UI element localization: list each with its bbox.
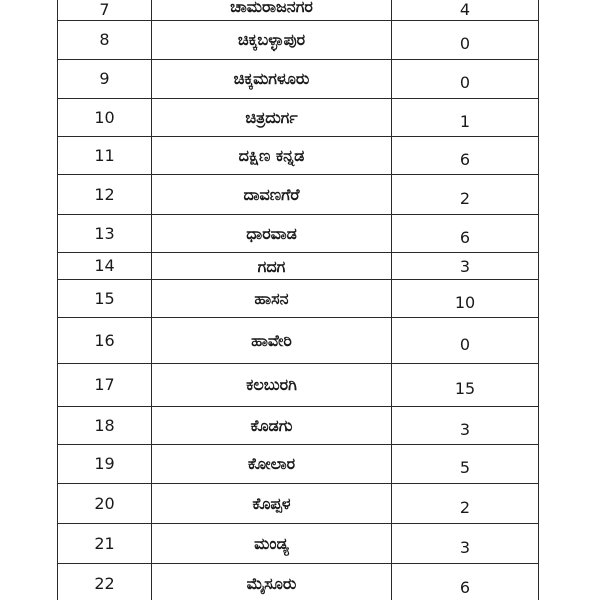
row-number-cell: 21 xyxy=(58,524,152,564)
count-cell: 6 xyxy=(392,215,539,253)
table-row xyxy=(58,253,539,280)
count-cell: 10 xyxy=(392,280,539,318)
table-row xyxy=(58,407,539,445)
count-cell: 3 xyxy=(392,407,539,445)
row-number-cell: 13 xyxy=(58,215,152,253)
district-name-cell: ಹಾಸನ xyxy=(152,280,392,318)
table-row xyxy=(58,564,539,600)
count-cell: 15 xyxy=(392,364,539,407)
row-number-cell: 14 xyxy=(58,253,152,280)
count-cell: 6 xyxy=(392,137,539,175)
district-name-cell: ಚಿತ್ರದುರ್ಗ xyxy=(152,99,392,137)
district-name-cell: ಹಾವೇರಿ xyxy=(152,318,392,364)
count-cell: 0 xyxy=(392,21,539,60)
count-cell: 2 xyxy=(392,484,539,524)
district-name-cell: ಚಿಕ್ಕಬಳ್ಳಾಪುರ xyxy=(152,21,392,60)
table-row xyxy=(58,215,539,253)
district-name-cell: ಚಾಮರಾಜನಗರ xyxy=(152,0,392,21)
district-name-cell: ದಕ್ಷಿಣ ಕನ್ನಡ xyxy=(152,137,392,175)
row-number-cell: 20 xyxy=(58,484,152,524)
count-cell: 0 xyxy=(392,60,539,99)
row-number-cell: 8 xyxy=(58,21,152,60)
count-cell: 2 xyxy=(392,175,539,215)
table-row xyxy=(58,99,539,137)
row-number-cell: 9 xyxy=(58,60,152,99)
row-number-cell: 17 xyxy=(58,364,152,407)
table-row xyxy=(58,318,539,364)
district-name-cell: ಗದಗ xyxy=(152,253,392,280)
count-cell: 1 xyxy=(392,99,539,137)
district-name-cell: ಕೋಲಾರ xyxy=(152,445,392,484)
count-cell: 0 xyxy=(392,318,539,364)
table-row xyxy=(58,175,539,215)
district-name-cell: ಕೊಡಗು xyxy=(152,407,392,445)
table-row xyxy=(58,484,539,524)
row-number-cell: 19 xyxy=(58,445,152,484)
district-name-cell: ಮಂಡ್ಯ xyxy=(152,524,392,564)
row-number-cell: 10 xyxy=(58,99,152,137)
table-row xyxy=(58,280,539,318)
table-row xyxy=(58,0,539,21)
row-number-cell: 7 xyxy=(58,0,152,21)
table-row xyxy=(58,445,539,484)
district-name-cell: ಚಿಕ್ಕಮಗಳೂರು xyxy=(152,60,392,99)
count-cell: 3 xyxy=(392,253,539,280)
district-name-cell: ಕೊಪ್ಪಳ xyxy=(152,484,392,524)
row-number-cell: 16 xyxy=(58,318,152,364)
count-cell: 3 xyxy=(392,524,539,564)
table-row xyxy=(58,137,539,175)
row-number-cell: 11 xyxy=(58,137,152,175)
row-number-cell: 15 xyxy=(58,280,152,318)
row-number-cell: 12 xyxy=(58,175,152,215)
district-table-container xyxy=(57,0,538,600)
table-row xyxy=(58,21,539,60)
count-cell: 6 xyxy=(392,564,539,600)
district-name-cell: ದಾವಣಗೆರೆ xyxy=(152,175,392,215)
count-cell: 4 xyxy=(392,0,539,21)
district-name-cell: ಧಾರವಾಡ xyxy=(152,215,392,253)
table-row xyxy=(58,60,539,99)
table-row xyxy=(58,524,539,564)
count-cell: 5 xyxy=(392,445,539,484)
district-name-cell: ಕಲಬುರಗಿ xyxy=(152,364,392,407)
district-name-cell: ಮೈಸೂರು xyxy=(152,564,392,600)
district-count-table xyxy=(57,0,539,600)
row-number-cell: 18 xyxy=(58,407,152,445)
row-number-cell: 22 xyxy=(58,564,152,600)
table-row xyxy=(58,364,539,407)
